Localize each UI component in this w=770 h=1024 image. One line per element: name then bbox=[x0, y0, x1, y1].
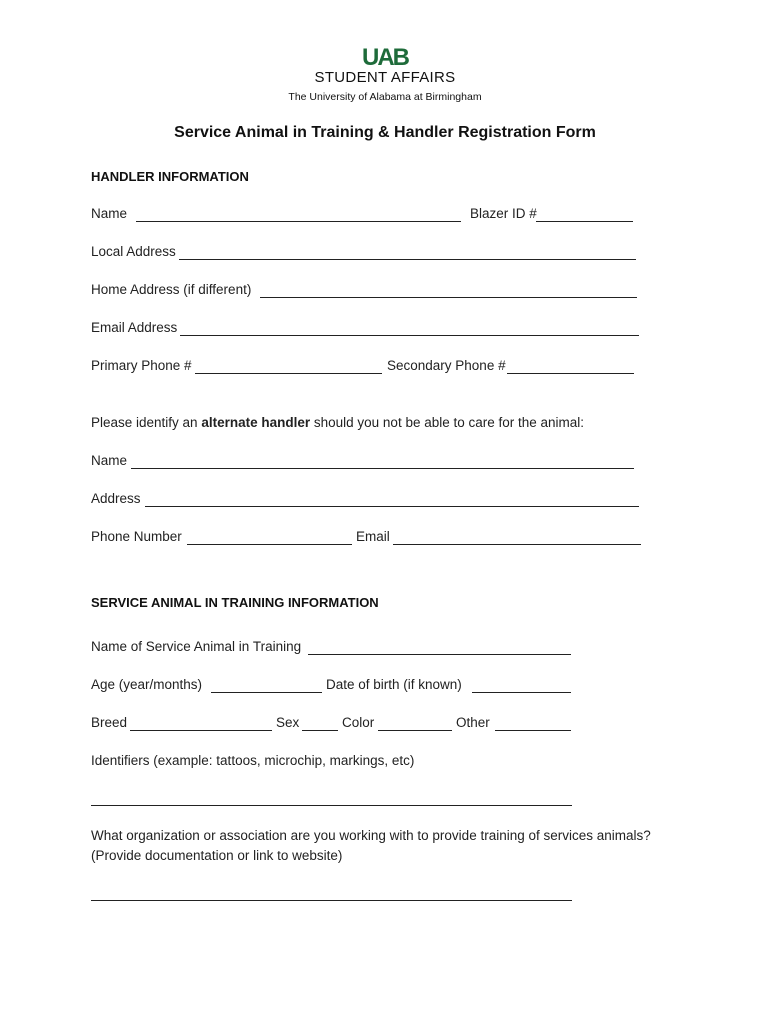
home-address-label: Home Address (if different) bbox=[91, 282, 252, 297]
sex-field[interactable] bbox=[302, 730, 338, 731]
alternate-address-field[interactable] bbox=[145, 506, 639, 507]
dob-field[interactable] bbox=[472, 692, 571, 693]
age-field[interactable] bbox=[211, 692, 322, 693]
other-field[interactable] bbox=[495, 730, 571, 731]
local-address-field[interactable] bbox=[179, 259, 636, 260]
animal-section-heading: SERVICE ANIMAL IN TRAINING INFORMATION bbox=[91, 595, 379, 610]
alternate-email-label: Email bbox=[356, 529, 390, 544]
dob-label: Date of birth (if known) bbox=[326, 677, 462, 692]
primary-phone-label: Primary Phone # bbox=[91, 358, 192, 373]
home-address-field[interactable] bbox=[260, 297, 637, 298]
alternate-email-field[interactable] bbox=[393, 544, 641, 545]
sex-label: Sex bbox=[276, 715, 300, 730]
university-name: The University of Alabama at Birmingham bbox=[288, 91, 482, 103]
identifiers-field[interactable] bbox=[91, 805, 572, 806]
alternate-address-label: Address bbox=[91, 491, 141, 506]
other-label: Other bbox=[456, 715, 490, 730]
organization-field[interactable] bbox=[91, 900, 572, 901]
email-address-label: Email Address bbox=[91, 320, 178, 335]
form-title: Service Animal in Training & Handler Registration Form bbox=[174, 124, 596, 141]
animal-name-label: Name of Service Animal in Training bbox=[91, 639, 302, 654]
handler-section-heading: HANDLER INFORMATION bbox=[91, 169, 249, 184]
organization-question: What organization or association are you working with to provide training of services animals? bbox=[91, 828, 651, 843]
svg-text:UAB: UAB bbox=[362, 46, 408, 68]
uab-logo bbox=[352, 46, 418, 68]
breed-label: Breed bbox=[91, 715, 128, 730]
alternate-phone-field[interactable] bbox=[187, 544, 352, 545]
department-name: STUDENT AFFAIRS bbox=[314, 69, 456, 86]
organization-note: (Provide documentation or link to website) bbox=[91, 848, 343, 863]
age-label: Age (year/months) bbox=[91, 677, 203, 692]
blazer-id-field[interactable] bbox=[536, 221, 633, 222]
color-field[interactable] bbox=[378, 730, 452, 731]
breed-field[interactable] bbox=[130, 730, 272, 731]
color-label: Color bbox=[342, 715, 375, 730]
secondary-phone-field[interactable] bbox=[507, 373, 634, 374]
email-address-field[interactable] bbox=[180, 335, 639, 336]
alternate-handler-prompt: Please identify an alternate handler should you not be able to care for the animal: bbox=[91, 415, 585, 430]
alternate-name-label: Name bbox=[91, 453, 128, 468]
primary-phone-field[interactable] bbox=[195, 373, 382, 374]
animal-name-field[interactable] bbox=[308, 654, 571, 655]
handler-name-field[interactable] bbox=[136, 221, 461, 222]
alternate-name-field[interactable] bbox=[131, 468, 634, 469]
local-address-label: Local Address bbox=[91, 244, 176, 259]
identifiers-label: Identifiers (example: tattoos, microchip, markings, etc) bbox=[91, 753, 415, 768]
handler-name-label: Name bbox=[91, 206, 128, 221]
blazer-id-label: Blazer ID # bbox=[470, 206, 537, 221]
secondary-phone-label: Secondary Phone # bbox=[387, 358, 506, 373]
alternate-phone-label: Phone Number bbox=[91, 529, 182, 544]
